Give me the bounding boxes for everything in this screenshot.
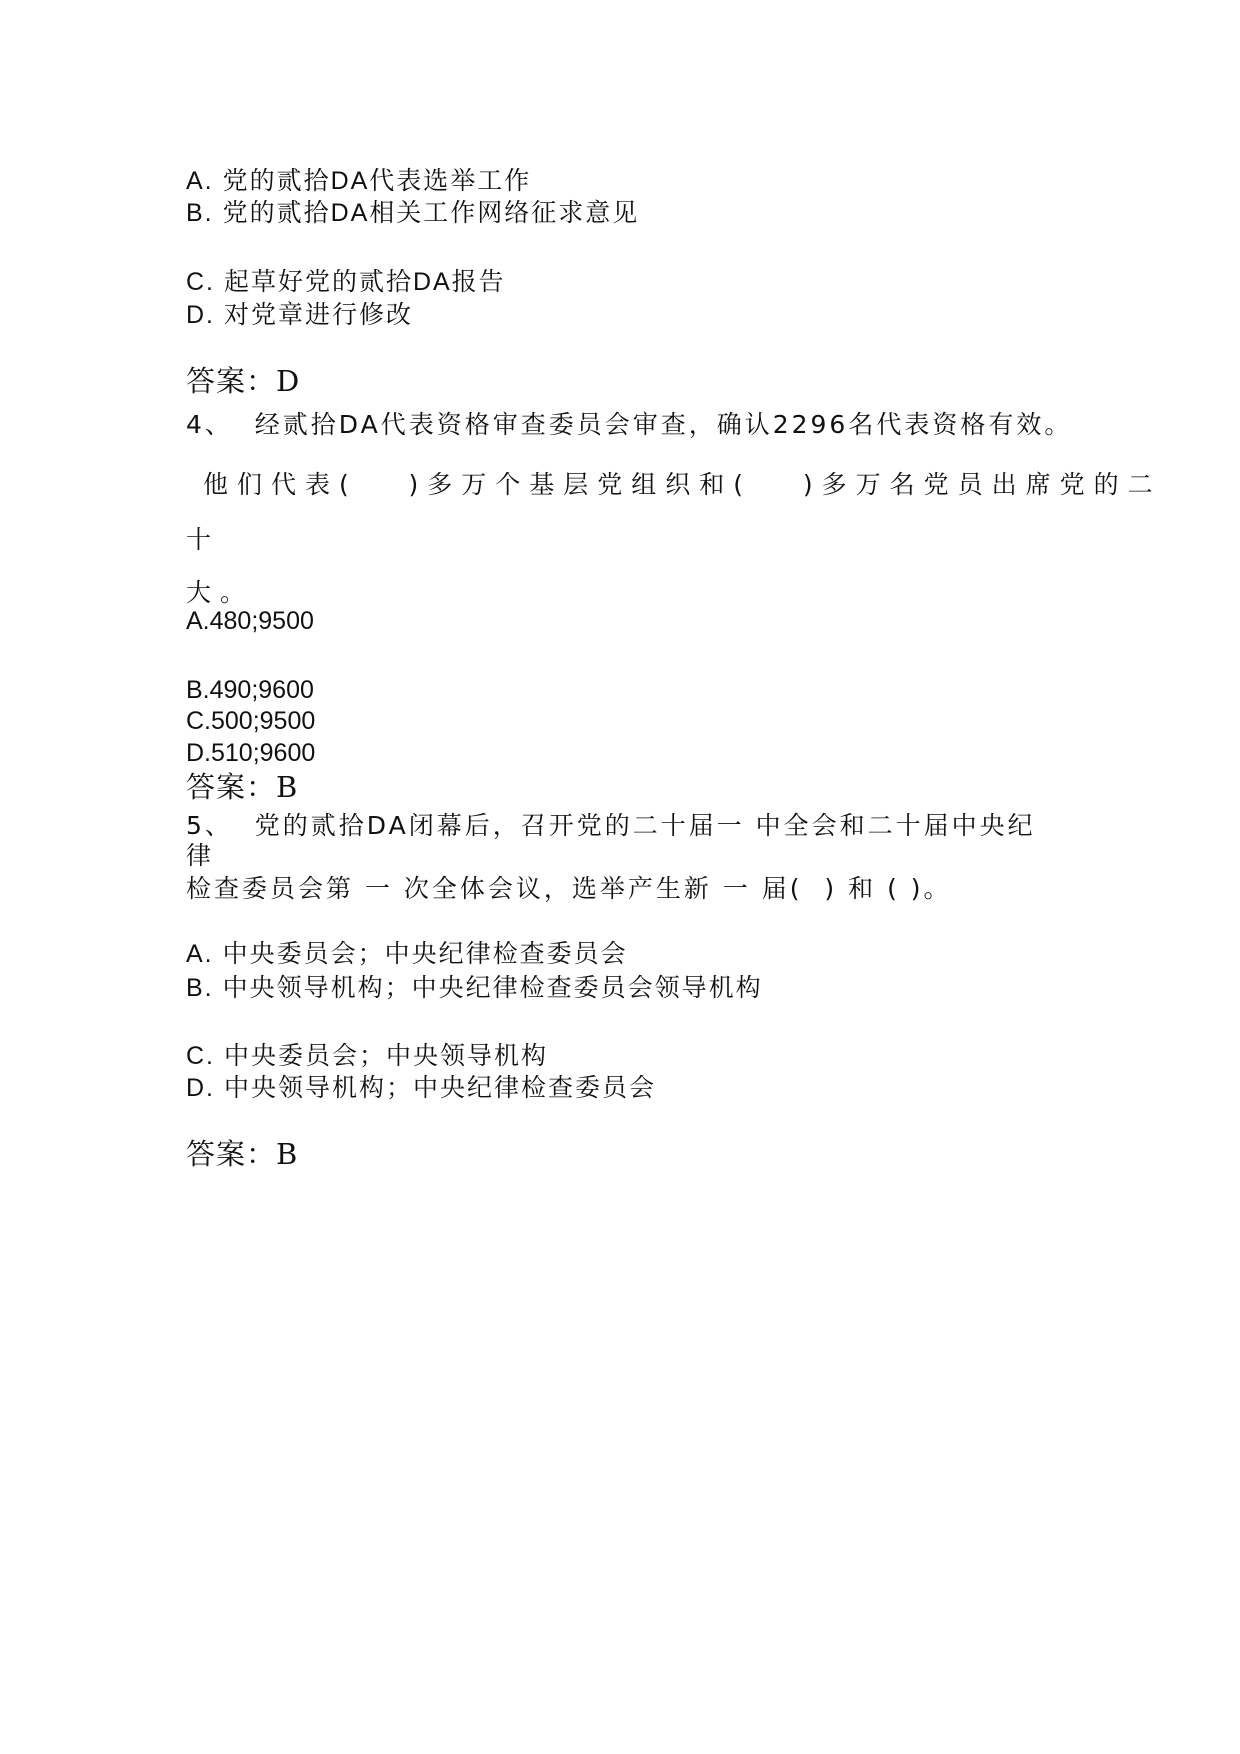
q5-option-a: A. 中央委员会；中央纪律检查委员会 (186, 940, 628, 968)
q5-option-d: D. 中央领导机构；中央纪律检查委员会 (186, 1074, 656, 1102)
q3-answer: 答案：D (186, 364, 301, 398)
q4-option-d: D.510;9600 (186, 739, 316, 767)
q3-option-c: C. 起草好党的贰拾DA报告 (186, 268, 506, 296)
q3-option-a: A. 党的贰拾DA代表选举工作 (186, 167, 532, 195)
q4-option-b: B.490;9600 (186, 676, 314, 704)
q4-stem-line-1: 4、 经贰拾DA代表资格审查委员会审查，确认2296名代表资格有效。 (186, 410, 1073, 439)
q5-stem-line-2: 律 (186, 841, 215, 870)
q5-stem-line-3: 检查委员会第 一 次全体会议，选举产生新 一 届( ) 和 ( )。 (186, 874, 952, 903)
q4-answer: 答案：B (186, 770, 299, 804)
q5-stem-line-1: 5、 党的贰拾DA闭幕后，召开党的二十届一 中全会和二十届中央纪 (186, 811, 1036, 840)
q4-stem-line-4: 大。 (186, 578, 255, 607)
q3-option-b: B. 党的贰拾DA相关工作网络征求意见 (186, 199, 640, 227)
q3-option-d: D. 对党章进行修改 (186, 301, 413, 329)
q5-option-c: C. 中央委员会；中央领导机构 (186, 1042, 548, 1070)
q5-option-b: B. 中央领导机构；中央纪律检查委员会领导机构 (186, 974, 763, 1002)
q4-stem-line-3: 十 (186, 525, 215, 554)
q4-stem-line-2: 他们代表( )多万个基层党组织和( )多万名党员出席党的二 (186, 470, 1162, 499)
q5-answer: 答案：B (186, 1137, 299, 1171)
q4-option-c: C.500;9500 (186, 707, 316, 735)
q4-option-a: A.480;9500 (186, 607, 314, 635)
